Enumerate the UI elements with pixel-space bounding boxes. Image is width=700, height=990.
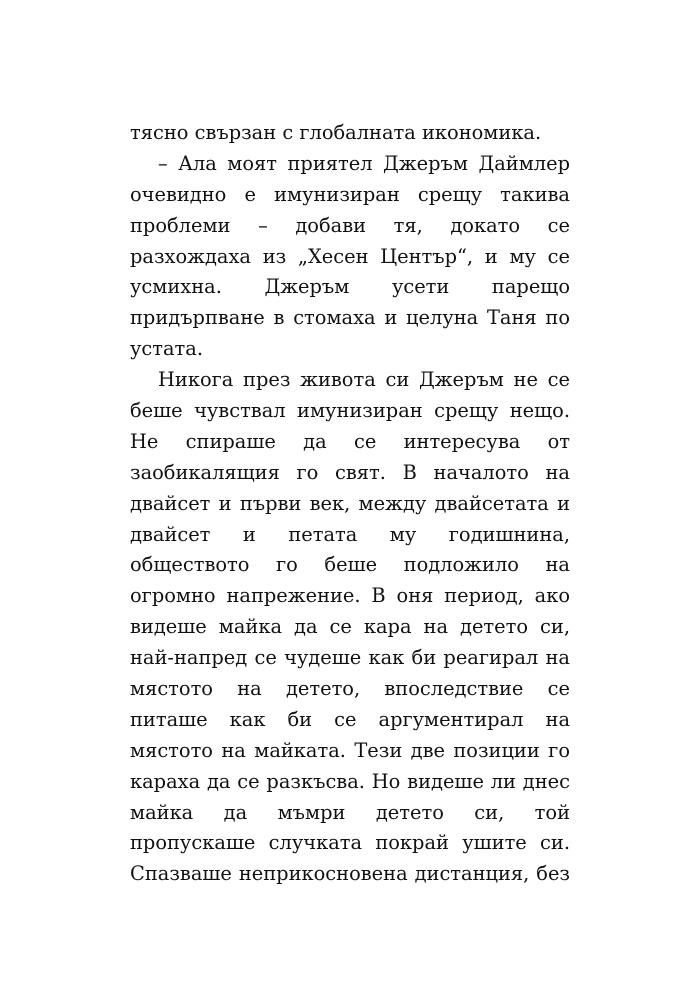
- text-line: – Ала моят приятел Джеръм Даймлер: [158, 151, 570, 175]
- text-line: усмихна. Джеръм усети парещо: [130, 275, 570, 299]
- text-line: мястото на детето, впоследствие се: [130, 677, 570, 701]
- text-line: очевидно е имунизиран срещу такива: [130, 182, 570, 206]
- text-line: беше чувствал имунизиран срещу нещо.: [130, 399, 570, 423]
- text-line: питаше как би се аргументирал на: [130, 707, 570, 731]
- text-line: придърпване в стомаха и целуна Таня по: [130, 306, 570, 330]
- text-line: пропускаше случката покрай ушите си.: [130, 831, 570, 855]
- text-line: Не спираше да се интересува от: [130, 429, 570, 453]
- text-line: двайсет и петата му годишнина,: [130, 522, 570, 546]
- text-line: мястото на майката. Тези две позиции го: [130, 738, 570, 762]
- body-text: [130, 118, 570, 890]
- text-line: разхождаха из „Хесен Център“, и му се: [130, 244, 570, 268]
- text-line: проблеми – добави тя, докато се: [130, 213, 570, 237]
- text-line: Никога през живота си Джеръм не се: [158, 368, 570, 392]
- text-line: видеше майка да се кара на детето си,: [130, 615, 570, 639]
- text-line: обществото го беше подложило на: [130, 553, 570, 577]
- text-line: заобикалящия го свят. В началото на: [130, 460, 570, 484]
- text-line: тясно свързан с глобалната икономика.: [130, 121, 542, 144]
- text-line: майка да мъмри детето си, той: [130, 800, 570, 824]
- text-line: най-напред се чудеше как би реагирал на: [130, 646, 570, 670]
- text-line: двайсет и първи век, между двайсетата и: [130, 491, 570, 515]
- text-line: караха да се разкъсва. Но видеше ли днес: [130, 769, 570, 793]
- text-line: устата.: [130, 337, 204, 361]
- text-line: огромно напрежение. В оня период, ако: [130, 584, 570, 608]
- text-line: Спазваше неприкосновена дистанция, без: [130, 862, 570, 886]
